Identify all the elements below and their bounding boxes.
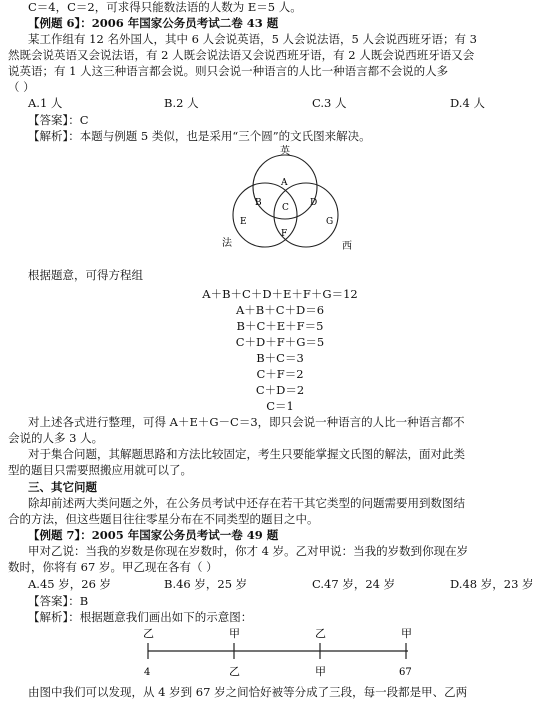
- bottom-label-jia: 甲: [315, 665, 326, 678]
- top-label-yi: 乙: [315, 627, 326, 640]
- example-heading: 【例题 7】：2005 年国家公务员考试一卷 49 题: [28, 528, 279, 542]
- bottom-label-4: 4: [144, 667, 151, 678]
- venn-region-c: C: [282, 203, 289, 213]
- text-line: 说英语；有 1 人这三种语言都会说。则只会说一种语言的人比一种语言都不会说的人多: [8, 64, 449, 78]
- option-b: B.46 岁，25 岁: [164, 577, 248, 591]
- bottom-label-yi: 乙: [229, 665, 240, 678]
- answer-label: 【答案】：C: [28, 113, 89, 127]
- text-line: 由图中我们可以发现，从 4 岁到 67 岁之间恰好被等分成了三段，每一段都是甲、乙两: [28, 685, 468, 699]
- venn-region-f: F: [281, 229, 288, 239]
- venn-label-spanish: 西: [342, 241, 352, 252]
- option-c: C.47 岁，24 岁: [312, 577, 396, 591]
- text-line: 除却前述两大类问题之外，在公务员考试中还存在若干其它类型的问题需要用到数图结: [28, 496, 465, 510]
- venn-region-b: B: [255, 198, 262, 208]
- age-number-line: [120, 625, 440, 681]
- answer-label: 【答案】：B: [28, 594, 89, 608]
- venn-label-french: 法: [222, 238, 232, 249]
- equation-line: C＋D＝2: [255, 383, 305, 397]
- option-a: A.1 人: [28, 96, 63, 110]
- text-line: 对上述各式进行整理，可得 A＋E＋G－C＝3，即只会说一种语言的人比一种语言都不: [28, 415, 465, 429]
- analysis-label: 【解析】：根据题意我们画出如下的示意图：: [28, 610, 253, 624]
- text-line: 合的方法，但这些题目往往零星分布在不同类型的题目之中。: [8, 512, 319, 526]
- equation-line: A＋B＋C＋D＝6: [235, 303, 325, 317]
- equation-line: B＋C＝3: [256, 351, 304, 365]
- example-heading: 【例题 6】：2006 年国家公务员考试二卷 43 题: [28, 16, 279, 30]
- equation-line: C＋D＋F＋G＝5: [235, 335, 325, 349]
- equations-intro: 根据题意，可得方程组: [28, 268, 143, 282]
- equation-line: C＋F＝2: [256, 367, 304, 381]
- venn-region-g: G: [326, 217, 334, 227]
- text-line: 数时，你将有 67 岁。甲乙现在各有（ ）: [8, 560, 218, 574]
- text-line: C＝4，C＝2，可求得只能数法语的人数为 E＝5 人。: [28, 0, 302, 14]
- text-line: 会说的人多 3 人。: [8, 431, 104, 445]
- text-line: 然既会说英语又会说法语，有 2 人既会说法语又会说西班牙语，有 2 人既会说西班牙语又会: [8, 48, 475, 62]
- equation-line: B＋C＋E＋F＝5: [236, 319, 324, 333]
- text-line: 甲对乙说：当我的岁数是你现在岁数时，你才 4 岁。乙对甲说：当我的岁数到你现在岁: [28, 544, 469, 558]
- venn-region-a: A: [281, 178, 288, 188]
- option-d: D.48 岁，23 岁: [450, 577, 534, 591]
- option-d: D.4 人: [450, 96, 485, 110]
- analysis-label: 【解析】：本题与例题 5 类似，也是采用“三个圆”的文氏图来解决。: [28, 129, 371, 143]
- venn-diagram: [218, 145, 368, 255]
- text-line: （ ）: [8, 80, 35, 94]
- text-line: 型的题目只需要照搬应用就可以了。: [8, 463, 192, 477]
- venn-label-english: 英: [280, 146, 290, 157]
- top-label-yi: 乙: [143, 627, 154, 640]
- equation-line: A＋B＋C＋D＋E＋F＋G＝12: [202, 287, 358, 301]
- top-label-jia: 甲: [229, 627, 240, 640]
- section-heading: 三、其它问题: [28, 480, 97, 494]
- top-label-jia: 甲: [401, 627, 412, 640]
- option-b: B.2 人: [164, 96, 199, 110]
- option-c: C.3 人: [312, 96, 347, 110]
- venn-region-e: E: [240, 217, 247, 227]
- equation-line: C＝1: [266, 399, 294, 413]
- venn-region-d: D: [310, 198, 318, 208]
- venn-circle-french: [233, 183, 297, 247]
- text-line: 对于集合问题，其解题思路和方法比较固定，考生只要能掌握文氏图的解法，面对此类: [28, 447, 465, 461]
- bottom-label-67: 67: [399, 667, 412, 678]
- option-a: A.45 岁，26 岁: [28, 577, 112, 591]
- text-line: 某工作组有 12 名外国人，其中 6 人会说英语，5 人会说法语，5 人会说西班牙语；有 3: [28, 32, 477, 46]
